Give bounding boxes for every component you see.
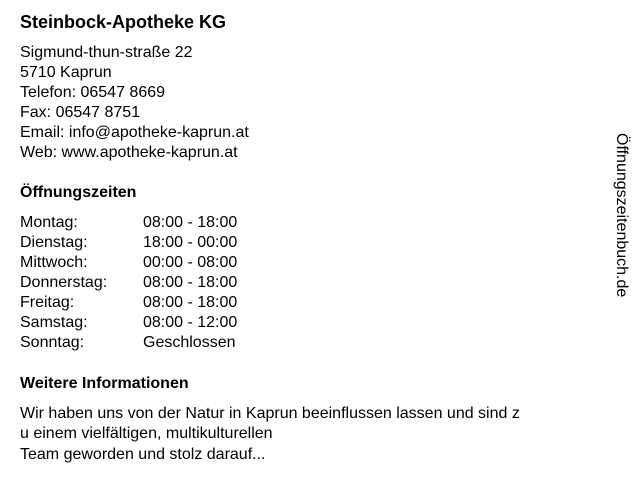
more-info-line: u einem vielfältigen, multikulturellen — [20, 425, 273, 442]
more-info-line: Wir haben uns von der Natur in Kaprun beeinflussen lassen und sind z — [20, 405, 520, 422]
more-info-heading: Weitere Informationen — [20, 375, 189, 392]
website: Web: www.apotheke-kaprun.at — [20, 144, 238, 161]
weekday-label: Sonntag: — [20, 334, 85, 351]
hours-value: Geschlossen — [143, 334, 236, 351]
phone-number: Telefon: 06547 8669 — [20, 84, 166, 101]
street-address: Sigmund-thun-straße 22 — [20, 44, 193, 61]
weekday-label: Donnerstag: — [20, 274, 108, 291]
more-info-line: Team geworden und stolz darauf... — [20, 446, 266, 463]
weekday-label: Dienstag: — [20, 234, 88, 251]
hours-value: 18:00 - 00:00 — [143, 234, 238, 251]
more-info-text — [20, 404, 632, 465]
city-postal: 5710 Kaprun — [20, 64, 112, 81]
hours-value: 08:00 - 18:00 — [143, 274, 238, 291]
hours-value: 08:00 - 12:00 — [143, 314, 238, 331]
contact-block — [20, 43, 249, 163]
weekday-label: Samstag: — [20, 314, 88, 331]
opening-hours-heading: Öffnungszeiten — [20, 184, 137, 201]
hours-value: 08:00 - 18:00 — [143, 214, 238, 231]
weekday-label: Freitag: — [20, 294, 75, 311]
weekday-label: Mittwoch: — [20, 254, 88, 271]
business-name: Steinbock-Apotheke KG — [20, 12, 227, 32]
email-address: Email: info@apotheke-kaprun.at — [20, 124, 249, 141]
weekday-label: Montag: — [20, 214, 78, 231]
hours-value: 08:00 - 18:00 — [143, 294, 238, 311]
side-watermark-label: Öffnungszeitenbuch.de — [613, 133, 630, 298]
hours-value: 00:00 - 08:00 — [143, 254, 238, 271]
fax-number: Fax: 06547 8751 — [20, 104, 141, 121]
